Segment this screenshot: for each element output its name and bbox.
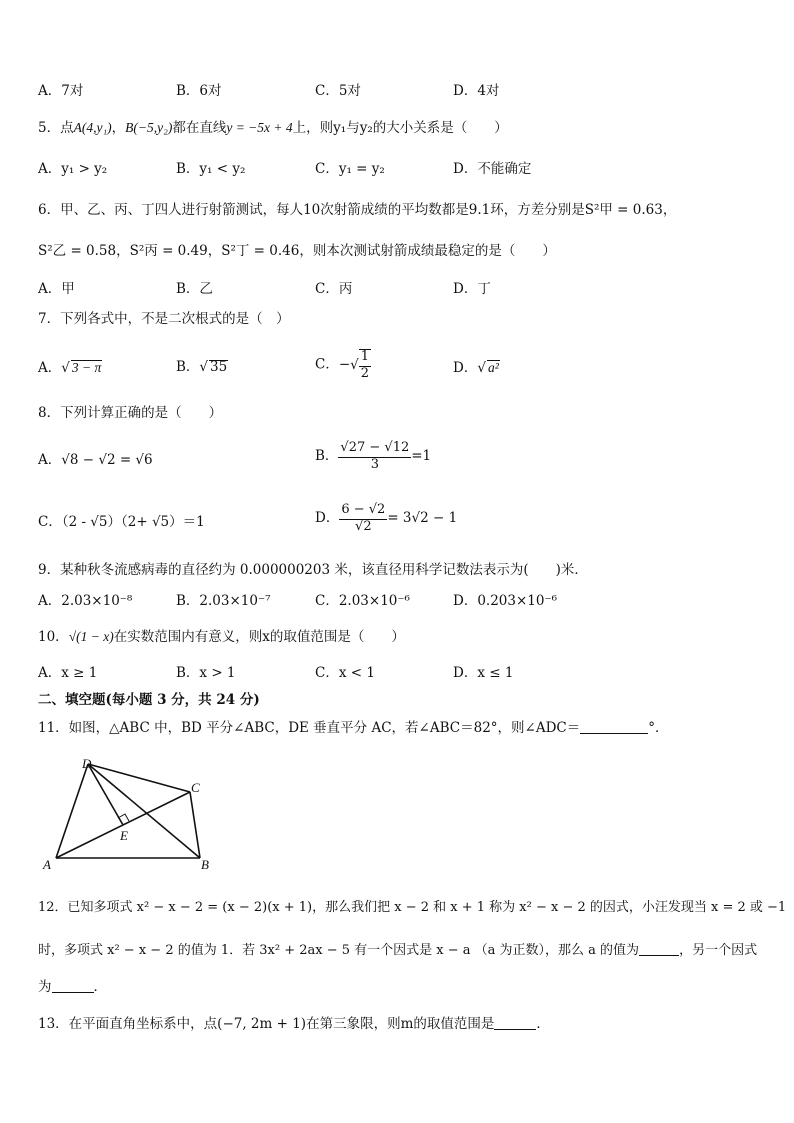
q6-option-d: D．丁 <box>453 281 491 297</box>
label-D: D <box>82 756 92 771</box>
q9-option-d: D．0.203×10⁻⁶ <box>453 593 557 609</box>
q7-option-b: B．√ 35 <box>176 359 228 375</box>
q12-line3: 为 ． <box>38 979 107 995</box>
q8-option-d: D． $\frac{6 - √2}{√2}$ = 3√2 − 1 <box>315 502 458 534</box>
label-A: A <box>43 857 51 872</box>
q6-stem-line2: S²乙 = 0.58，S²丙 = 0.49，S²丁 = 0.46，则本次测试射箭成绩最稳定的是（ ） <box>38 243 556 259</box>
q6-option-a: A．甲 <box>38 281 75 297</box>
q9-stem: 9．某种秋冬流感病毒的直径约为 0.000000203 米，该直径用科学记数法表示为( )米． <box>38 562 588 578</box>
label-B: B <box>201 857 209 872</box>
q10-option-c: C．x < 1 <box>315 665 375 681</box>
q12-answer-blank-2 <box>52 980 94 993</box>
q13-answer-blank <box>494 1017 536 1030</box>
q5-stem: 5．点A(4,y₁)，B(−5,y₂)都在直线y = −5x + 4上，则y₁与y₂的大小关系是（ ） <box>38 120 508 136</box>
q10-option-b: B．x > 1 <box>176 665 236 681</box>
q9-option-b: B．2.03×10⁻⁷ <box>176 593 271 609</box>
q5-option-a: A．y₁ > y₂ <box>38 161 108 177</box>
q8-stem: 8．下列计算正确的是（ ） <box>38 405 223 421</box>
q7-option-c: C．−√ $\frac{1}{2}$ <box>315 349 370 381</box>
label-C: C <box>191 780 200 795</box>
q7-option-a: A．√ 3 − π <box>38 360 102 376</box>
section-heading-fill-blank: 二、填空题(每小题 3 分，共 24 分) <box>38 692 260 708</box>
q12-answer-blank-1 <box>639 943 679 956</box>
q7-option-d: D．√ a² <box>453 360 499 376</box>
q10-stem: 10．√(1 − x)在实数范围内有意义，则x的取值范围是（ ） <box>38 629 405 645</box>
q4-option-d: D．4对 <box>453 83 500 99</box>
q8-option-b: B． $\frac{√27 - √12}{3}$ =1 <box>315 440 432 472</box>
q12-line2: 时，多项式 x² − x − 2 的值为 1．若 3x² + 2ax − 5 有一个因式是 x − a （a 为正数），那么 a 的值为 ，另一个因式 <box>38 943 758 958</box>
q13-stem: 13．在平面直角坐标系中，点(−7, 2m + 1)在第三象限，则m的取值范围是 ． <box>38 1016 550 1032</box>
q9-option-a: A．2.03×10⁻⁸ <box>38 593 133 609</box>
q11-stem: 11．如图，△ABC 中，BD 平分∠ABC，DE 垂直平分 AC，若∠ABC＝82°，则∠ADC＝ °． <box>38 720 669 736</box>
q5-option-d: D．不能确定 <box>453 161 532 177</box>
q10-option-a: A．x ≥ 1 <box>38 665 98 681</box>
q4-option-b: B．6对 <box>176 83 222 99</box>
q6-option-b: B．乙 <box>176 281 213 297</box>
q8-option-a: A．√8 − √2 = √6 <box>38 452 153 468</box>
q12-line1: 12．已知多项式 x² − x − 2 = (x − 2)(x + 1)，那么我们把 x − 2 和 x + 1 称为 x² − x − 2 的因式，小汪发现当 x = 2 或 −1 <box>38 900 787 915</box>
q4-option-c: C．5对 <box>315 83 361 99</box>
label-E: E <box>120 828 128 843</box>
q11-answer-blank <box>580 721 648 734</box>
q10-option-d: D．x ≤ 1 <box>453 665 514 681</box>
q4-option-a: A．7对 <box>38 83 84 99</box>
q6-option-c: C．丙 <box>315 281 353 297</box>
q6-stem-line1: 6．甲、乙、丙、丁四人进行射箭测试，每人10次射箭成绩的平均数都是9.1环，方差分别是S²甲 = 0.63， <box>38 202 677 218</box>
q5-option-c: C．y₁ = y₂ <box>315 161 385 177</box>
q8-option-c: C．（2 - √5）（2+ √5）＝1 <box>38 514 205 530</box>
q11-figure <box>36 752 226 874</box>
q7-stem: 7．下列各式中，不是二次根式的是（ ） <box>38 311 290 327</box>
q9-option-c: C．2.03×10⁻⁶ <box>315 593 410 609</box>
q5-option-b: B．y₁ < y₂ <box>176 161 246 177</box>
